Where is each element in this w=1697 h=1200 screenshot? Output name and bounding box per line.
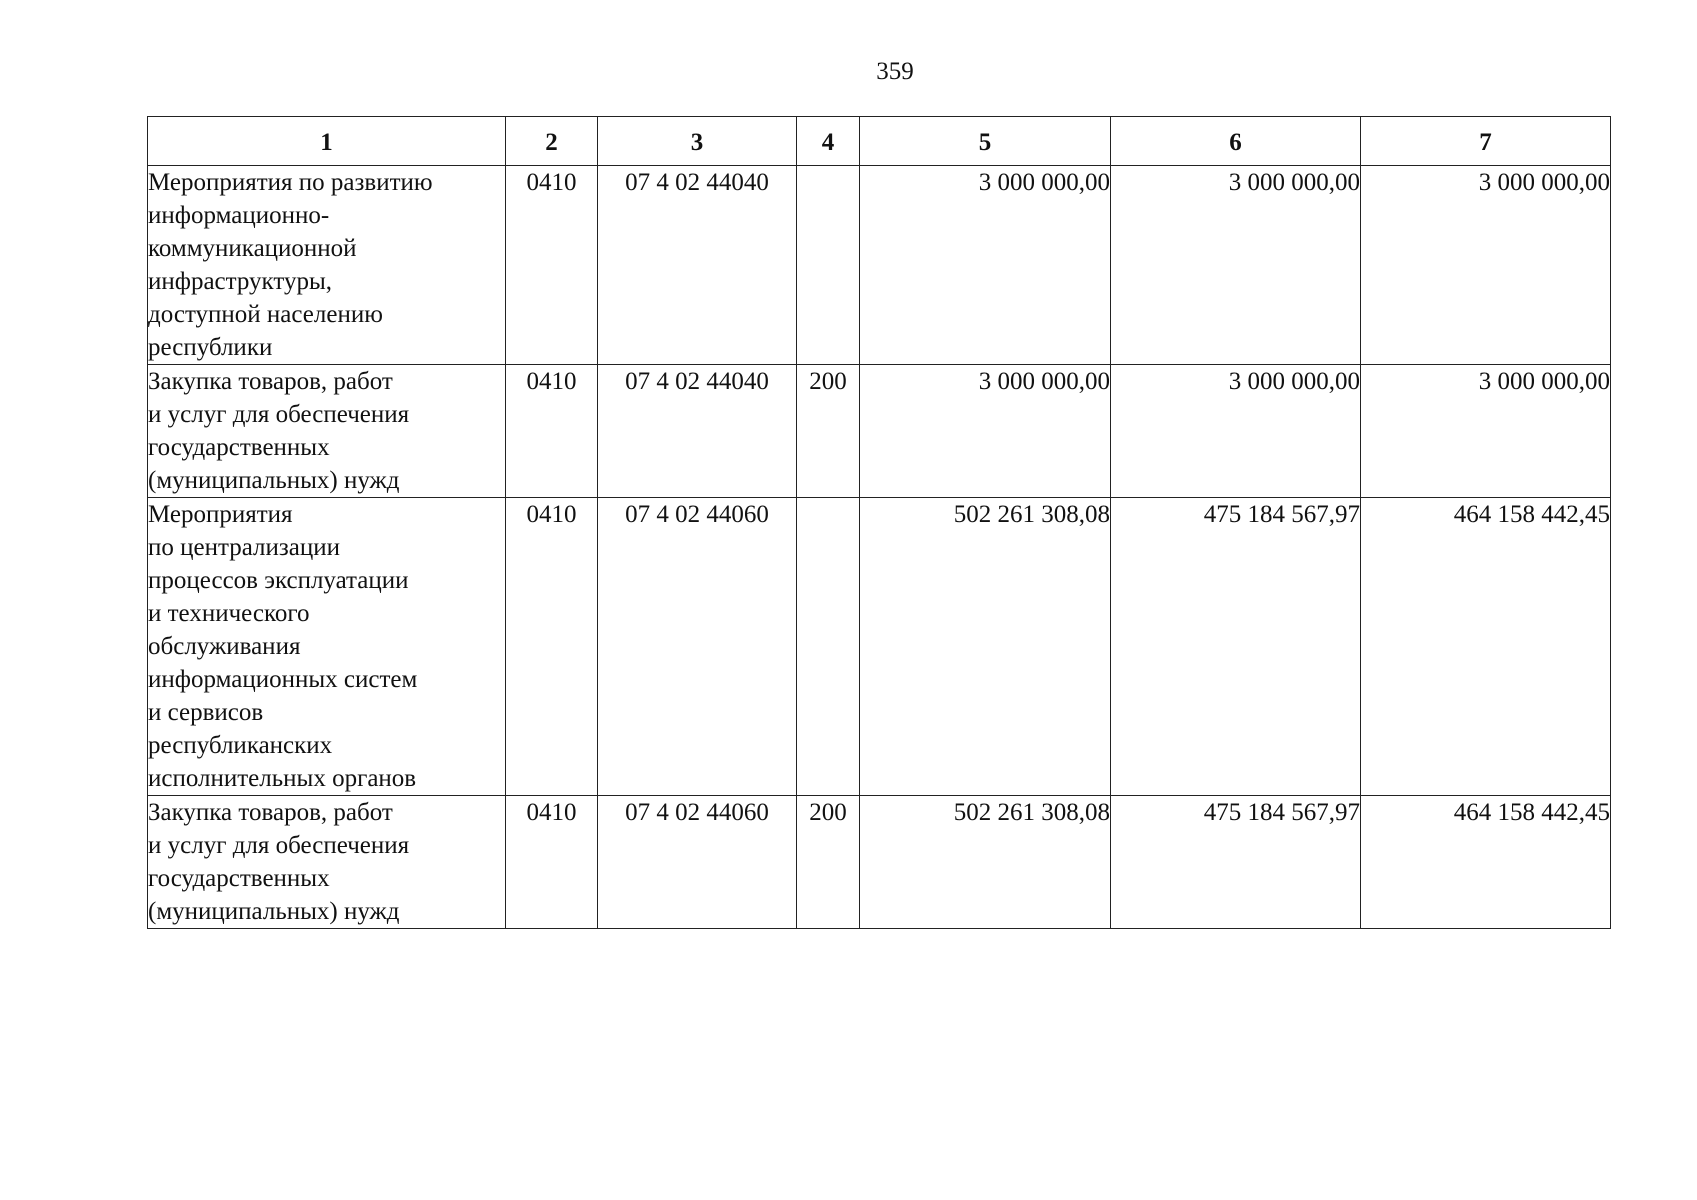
row-amount-col7: 464 158 442,45 — [1361, 796, 1611, 929]
header-col-3: 3 — [598, 117, 797, 166]
page-number: 359 — [876, 58, 914, 85]
header-col-7: 7 — [1361, 117, 1611, 166]
header-col-4: 4 — [797, 117, 860, 166]
row-amount-col6: 3 000 000,00 — [1111, 166, 1361, 365]
row-amount-col7: 464 158 442,45 — [1361, 498, 1611, 796]
table-row — [148, 796, 1611, 929]
row-name: Мероприятия по развитию информационно- коммуникационной инфраструктуры, доступной населению республики — [148, 166, 506, 365]
row-name: Закупка товаров, работ и услуг для обеспечения государственных (муниципальных) нужд — [148, 365, 506, 498]
row-amount-col5: 3 000 000,00 — [860, 166, 1111, 365]
row-amount-col5: 3 000 000,00 — [860, 365, 1111, 498]
row-expense-type: 200 — [797, 796, 860, 929]
row-expense-type — [797, 166, 860, 365]
row-expense-type: 200 — [797, 365, 860, 498]
header-col-2: 2 — [506, 117, 598, 166]
row-target-article: 07 4 02 44060 — [598, 796, 797, 929]
row-amount-col7: 3 000 000,00 — [1361, 166, 1611, 365]
header-col-5: 5 — [860, 117, 1111, 166]
header-row — [148, 117, 1611, 166]
row-section: 0410 — [506, 365, 598, 498]
row-name: Мероприятия по централизации процессов эксплуатации и технического обслуживания информационных систем и сервисов республиканских исполнительных органов — [148, 498, 506, 796]
row-name: Закупка товаров, работ и услуг для обеспечения государственных (муниципальных) нужд — [148, 796, 506, 929]
row-target-article: 07 4 02 44040 — [598, 365, 797, 498]
table-row — [148, 498, 1611, 796]
row-section: 0410 — [506, 166, 598, 365]
table-row — [148, 365, 1611, 498]
row-amount-col5: 502 261 308,08 — [860, 498, 1111, 796]
row-amount-col6: 475 184 567,97 — [1111, 796, 1361, 929]
header-col-6: 6 — [1111, 117, 1361, 166]
header-col-1: 1 — [148, 117, 506, 166]
row-expense-type — [797, 498, 860, 796]
row-amount-col6: 3 000 000,00 — [1111, 365, 1361, 498]
row-amount-col7: 3 000 000,00 — [1361, 365, 1611, 498]
row-section: 0410 — [506, 498, 598, 796]
row-target-article: 07 4 02 44040 — [598, 166, 797, 365]
table-row — [148, 166, 1611, 365]
row-target-article: 07 4 02 44060 — [598, 498, 797, 796]
row-amount-col5: 502 261 308,08 — [860, 796, 1111, 929]
row-amount-col6: 475 184 567,97 — [1111, 498, 1361, 796]
budget-table — [147, 116, 1611, 929]
row-section: 0410 — [506, 796, 598, 929]
